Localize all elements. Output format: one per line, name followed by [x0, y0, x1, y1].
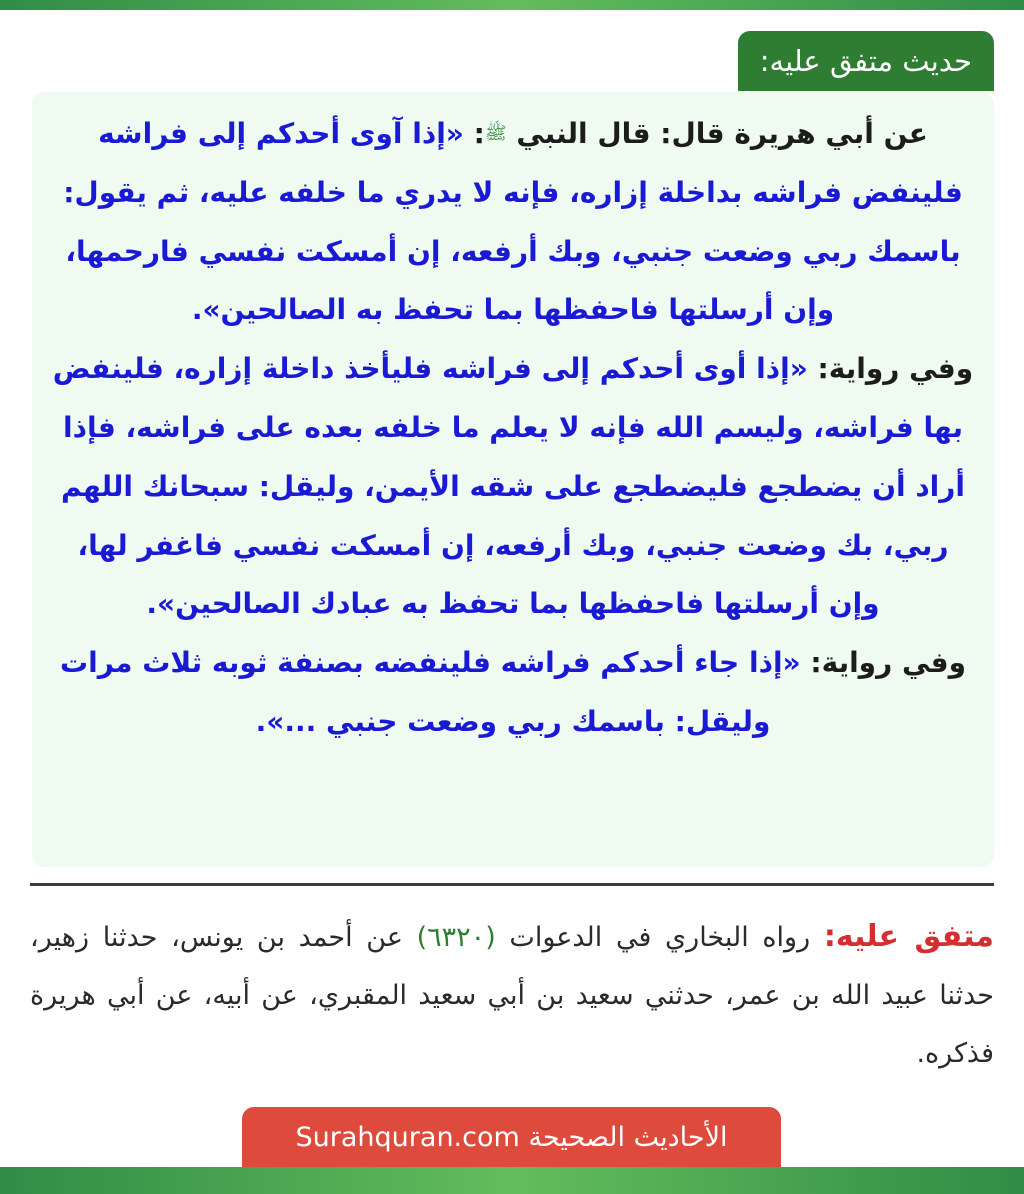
variant-label-1: وفي رواية: — [817, 352, 974, 386]
takhrij-paragraph — [30, 908, 994, 1083]
takhrij-label: متفق عليه: — [823, 919, 994, 954]
hadith-text-box — [32, 92, 994, 867]
takhrij-text-2: عن أحمد بن يونس، حدثنا زهير، حدثنا عبيد الله بن عمر، حدثني سعيد بن أبي سعيد المقبري، عن أبيه، عن أبي هريرة فذكره. — [30, 922, 994, 1069]
bottom-accent-bar — [0, 1167, 1024, 1194]
salawat-symbol: ﷺ — [484, 123, 507, 144]
hadith-text-variant-1: «إذا أوى أحدكم إلى فراشه فليأخذ داخلة إزاره، فلينفض بها فراشه، وليسم الله فإنه لا يعلم ما خلفه بعده على فراشه، فإذا أراد أن يضطجع فليضطجع على شقه الأيمن، وليقل: سبحانك اللهم ربي، بك وضعت جنبي، وبك أرفعه، إن أمسكت نفسي فاغفر لها، وإن أرسلتها فاحفظها بما تحفظ به عبادك الصالحين». — [52, 352, 965, 621]
hadith-narrator: عن أبي هريرة قال: قال النبي — [516, 117, 928, 150]
section-title-badge: حديث متفق عليه: — [738, 31, 994, 91]
hadith-text-variant-2: «إذا جاء أحدكم فراشه فلينفضه بصنفة ثوبه ثلاث مرات وليقل: باسمك ربي وضعت جنبي ...». — [59, 646, 801, 738]
takhrij-text-1: رواه البخاري في الدعوات — [509, 922, 811, 953]
variant-label-2: وفي رواية: — [810, 646, 967, 680]
top-accent-bar — [0, 0, 1024, 10]
hadith-text-main: «إذا آوى أحدكم إلى فراشه فلينفض فراشه بداخلة إزاره، فإنه لا يدري ما خلفه عليه، ثم يقول: باسمك ربي وضعت جنبي، وبك أرفعه، إن أمسكت نفسي فارحمها، وإن أرسلتها فاحفظها بما تحفظ به الصالحين». — [63, 117, 963, 327]
section-divider — [30, 883, 994, 886]
narrator-colon: : — [473, 117, 485, 150]
site-badge[interactable]: الأحاديث الصحيحة Surahquran.com — [242, 1107, 781, 1169]
hadith-number: (٦٣٢٠) — [416, 922, 496, 953]
